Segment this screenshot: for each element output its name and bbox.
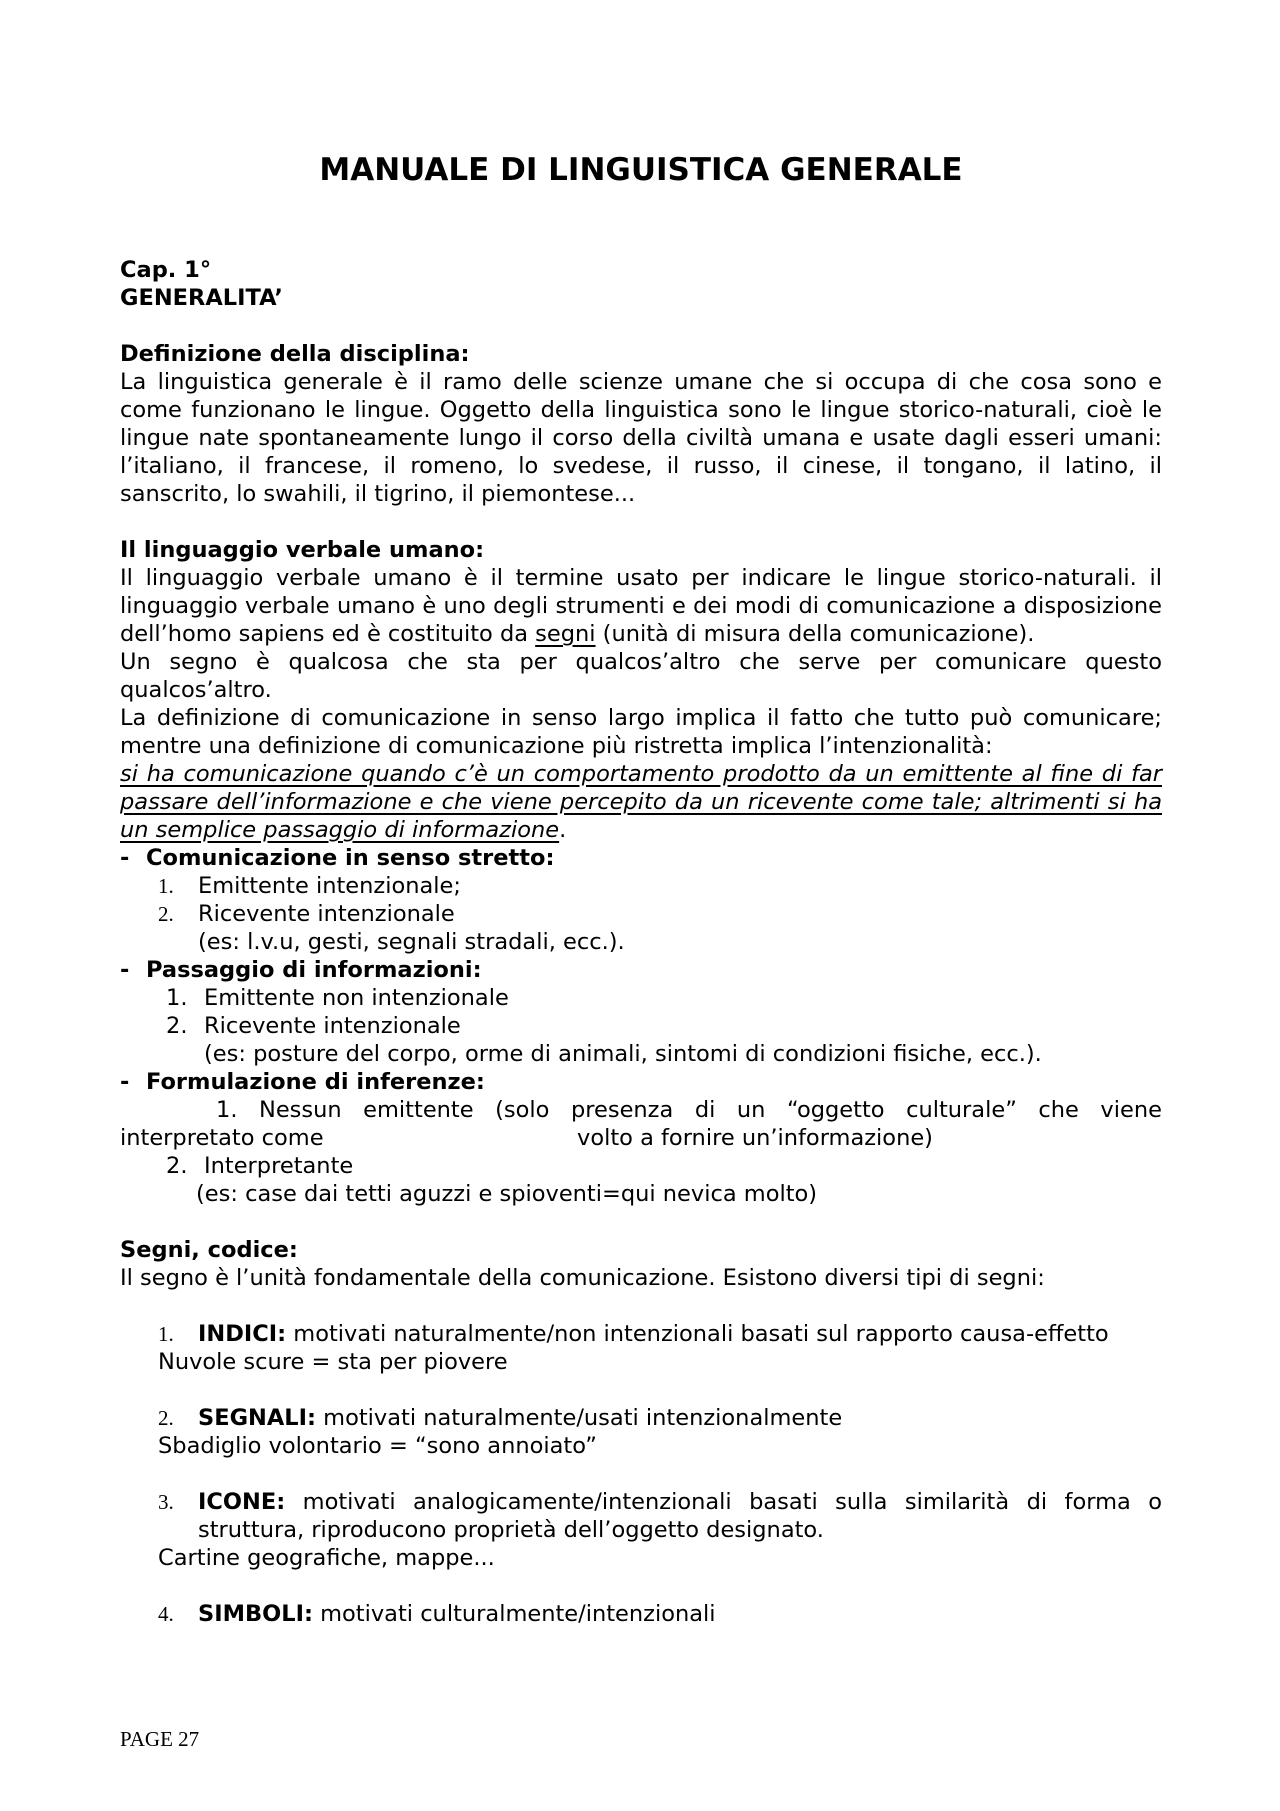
word: viene — [1100, 1097, 1162, 1123]
list-number: 2. — [166, 1153, 188, 1179]
list-item — [120, 984, 1162, 1012]
example-text: (es: case dai tetti aguzzi e spioventi=qui nevica molto) — [196, 1181, 818, 1207]
definition-period: . — [559, 817, 567, 843]
list-text: Emittente intenzionale; — [198, 873, 461, 899]
chapter-number: Cap. 1° — [120, 257, 212, 283]
list-item — [120, 900, 1162, 928]
word: di — [694, 1097, 716, 1123]
underlined-term-segni: segni — [535, 621, 596, 647]
sign-example: Nuvole scure = sta per piovere — [158, 1349, 508, 1375]
sign-desc: motivati naturalmente/non intenzionali basati sul rapporto causa-effetto — [286, 1321, 1109, 1347]
word: “oggetto — [786, 1097, 885, 1123]
heading-passaggio-informazioni — [120, 956, 1162, 984]
sign-item-icone — [120, 1488, 1162, 1544]
word: Nessun — [259, 1097, 342, 1123]
word: culturale” — [906, 1097, 1017, 1123]
list-text: interpretato come — [120, 1125, 324, 1151]
heading-formulazione-inferenze — [120, 1068, 1162, 1096]
sign-example: Cartine geografiche, mappe... — [158, 1545, 495, 1571]
sign-item-segnali — [120, 1404, 1162, 1432]
example-text: (es: posture del corpo, orme di animali, sintomi di condizioni fisiche, ecc.). — [204, 1041, 1042, 1067]
list-text: Ricevente intenzionale — [198, 901, 455, 927]
page-title: MANUALE DI LINGUISTICA GENERALE — [319, 152, 963, 188]
section-heading-segni: Segni, codice: — [120, 1237, 298, 1263]
paragraph-linguaggio-1a: Il linguaggio verbale umano è il termine usato per indicare le lingue storico-naturali. il linguaggio verbale umano è uno degli strumenti e dei modi di comunicazione a disposizione dell’homo sapiens ed è costituito da — [120, 565, 1162, 647]
list-text: Emittente non intenzionale — [204, 985, 509, 1011]
sign-label: INDICI: — [198, 1321, 287, 1347]
example-text: (es: l.v.u, gesti, segnali stradali, ecc.). — [198, 929, 625, 955]
dash-marker: - — [120, 957, 130, 983]
list-item-line2 — [120, 1124, 1162, 1152]
list-item-line1 — [120, 1096, 1162, 1124]
definition-text: si ha comunicazione quando c’è un comportamento prodotto da un emittente al fine di far passare dell’informazione e che viene percepito da un ricevente come tale; altrimenti si ha un semplice passaggio di informazione — [120, 761, 1162, 843]
list-text: volto a fornire un’informazione) — [577, 1125, 933, 1151]
paragraph-linguaggio-1 — [120, 564, 1162, 648]
sign-example: Sbadiglio volontario = “sono annoiato” — [158, 1433, 597, 1459]
sign-desc: motivati culturalmente/intenzionali — [312, 1601, 716, 1627]
definition-comunicazione — [120, 760, 1162, 844]
section-heading-definizione: Definizione della disciplina: — [120, 341, 470, 367]
word: presenza — [570, 1097, 674, 1123]
list-item — [120, 1012, 1162, 1040]
list-number: 1. — [158, 874, 174, 898]
chapter-title: GENERALITA’ — [120, 285, 283, 311]
paragraph-linguaggio-1b: (unità di misura della comunicazione). — [595, 621, 1035, 647]
dash-marker: - — [120, 845, 130, 871]
heading-text: Formulazione di inferenze: — [146, 1069, 485, 1095]
dash-marker: - — [120, 1069, 130, 1095]
list-number: 1. — [158, 1322, 174, 1346]
page-number-footer: PAGE 27 — [120, 1727, 200, 1751]
list-number: 1. — [166, 985, 188, 1011]
sign-label: SEGNALI: — [198, 1405, 316, 1431]
sign-label: ICONE: — [198, 1489, 286, 1515]
word: che — [1038, 1097, 1079, 1123]
sign-label: SIMBOLI: — [198, 1601, 313, 1627]
word: un — [736, 1097, 766, 1123]
list-number: 1. — [216, 1097, 238, 1123]
list-item — [120, 1152, 1162, 1180]
sign-item-indici — [120, 1320, 1162, 1348]
sign-item-simboli — [120, 1600, 1162, 1628]
section-heading-linguaggio: Il linguaggio verbale umano: — [120, 537, 485, 563]
section-text-definizione: La linguistica generale è il ramo delle scienze umane che si occupa di che cosa sono e come funzionano le lingue. Oggetto della linguistica sono le lingue storico-naturali, cioè le lingue nate spontaneamente lungo il corso della civiltà umana e usate dagli esseri umani: l’italiano, il francese, il romeno, lo svedese, il russo, il cinese, il tongano, il latino, il sanscrito, lo swahili, il tigrino, il piemontese... — [120, 369, 1162, 507]
list-text: Interpretante — [204, 1153, 354, 1179]
paragraph-linguaggio-3: La definizione di comunicazione in senso largo implica il fatto che tutto può comunicare; mentre una definizione di comunicazione più ristretta implica l’intenzionalità: — [120, 705, 1162, 759]
list-text: Ricevente intenzionale — [204, 1013, 461, 1039]
list-number: 2. — [158, 1406, 174, 1430]
list-number: 2. — [158, 902, 174, 926]
heading-text: Passaggio di informazioni: — [146, 957, 482, 983]
paragraph-linguaggio-2: Un segno è qualcosa che sta per qualcos’altro che serve per comunicare questo qualcos’altro. — [120, 649, 1162, 703]
heading-text: Comunicazione in senso stretto: — [146, 845, 555, 871]
heading-comunicazione-stretto — [120, 844, 1162, 872]
word: (solo — [495, 1097, 550, 1123]
list-number: 4. — [158, 1602, 174, 1626]
sign-desc: motivati naturalmente/usati intenzionalmente — [316, 1405, 843, 1431]
list-number: 2. — [166, 1013, 188, 1039]
word: emittente — [363, 1097, 474, 1123]
list-item — [120, 872, 1162, 900]
list-number: 3. — [158, 1490, 174, 1514]
section-text-segni: Il segno è l’unità fondamentale della comunicazione. Esistono diversi tipi di segni: — [120, 1265, 1045, 1291]
sign-desc: motivati analogicamente/intenzionali basati sulla similarità di forma o struttura, riproducono proprietà dell’oggetto designato. — [198, 1489, 1162, 1543]
